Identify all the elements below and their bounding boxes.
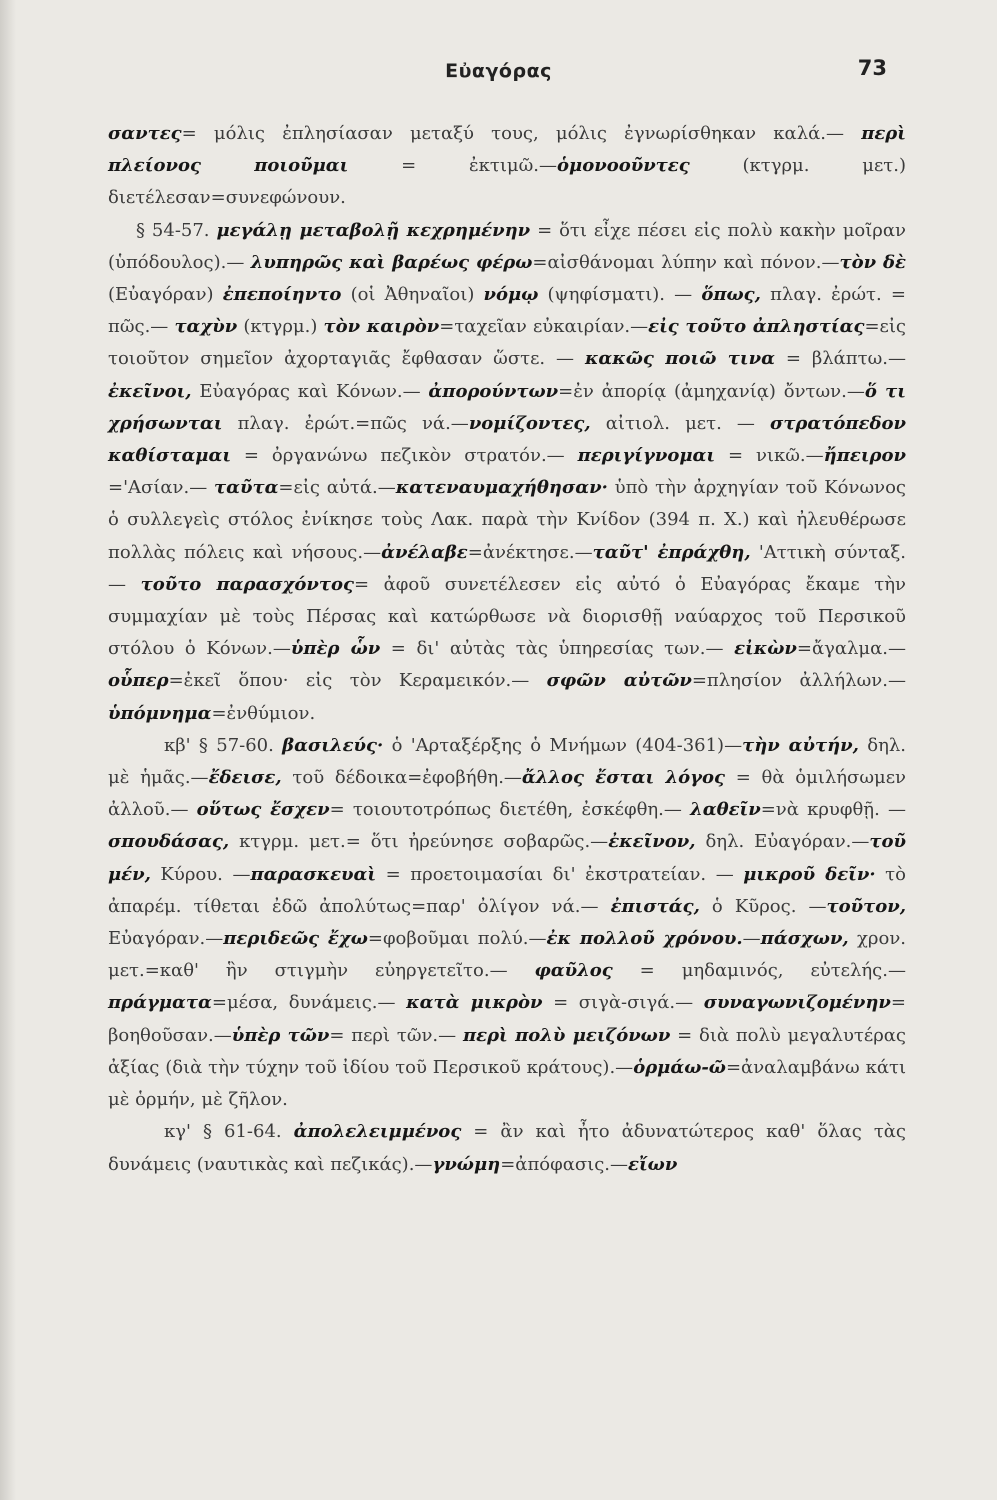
running-head [0,56,997,92]
running-title: Εὐαγόρας [445,60,552,82]
paragraph-4: κγ' § 61-64. ἀπολελειμμένος = ἂν καὶ ἦτο ἀδυνατώτερος καθ' ὅλας τὰς δυνάμεις (ναυτικὰς καὶ πεζικάς).—γνώμη=ἀπόφασις.—εἴων [108,1121,907,1175]
paragraph-1: σαντες= μόλις ἐπλησίασαν μεταξύ τους, μόλις ἐγνωρίσθηκαν καλά.— περὶ πλείονος ποιοῦμαι = ἐκτιμῶ.—ὁμονοοῦντες (κτγρμ. μετ.) διετέλεσαν=συνεφώνουν. [108,123,906,209]
page-number: 73 [857,56,887,80]
page-spine-shadow [0,0,16,1500]
commentary-body [108,118,906,1181]
paragraph-3: κβ' § 57-60. βασιλεύς· ὁ 'Αρταξέρξης ὁ Μνήμων (404-361)—τὴν αὐτήν, δηλ. μὲ ἡμᾶς.—ἔδεισε, τοῦ δέδοικα=ἐφοβήθη.—ἄλλος ἔσται λόγος = θὰ ὁμιλήσωμεν ἀλλοῦ.— οὕτως ἔσχεν= τοιουτοτρόπως διετέθη, ἐσκέφθη.— λαθεῖν=νὰ κρυφθῇ. — σπουδάσας, κτγρμ. μετ.= ὅτι ἠρεύνησε σοβαρῶς.—ἐκεῖνον, δηλ. Εὐαγόραν.—τοῦ μέν, Κύρου. —παρασκευαὶ = προετοιμασίαι δι' ἐκστρατείαν. — μικροῦ δεῖν· τὸ ἀπαρέμ. τίθεται ἐδῶ ἀπολύτως=παρ' ὀλίγον νά.— ἐπιστάς, ὁ Κῦρος. —τοῦτον, Εὐαγόραν.—περιδεῶς ἔχω=φοβοῦμαι πολύ.—ἐκ πολλοῦ χρόνου.—πάσχων, χρον. μετ.=καθ' ἣν στιγμὴν εὐηργετεῖτο.— φαῦλος = μηδαμινός, εὐτελής.— πράγματα=μέσα, δυνάμεις.— κατὰ μικρὸν = σιγὰ-σιγά.— συναγωνιζομένην= βοηθοῦσαν.—ὑπὲρ τῶν= περὶ τῶν.— περὶ πολὺ μειζόνων = διὰ πολὺ μεγαλυτέρας ἀξίας (διὰ τὴν τύχην τοῦ ἰδίου τοῦ Περσικοῦ κράτους).—ὁρμάω-ῶ=ἀναλαμβάνω κάτι μὲ ὁρμήν, μὲ ζῆλον. [108,734,907,1111]
paragraph-2: § 54-57. μεγάλῃ μεταβολῇ κεχρημένην = ὅτι εἶχε πέσει εἰς πολὺ κακὴν μοῖραν (ὑπόδουλος).— λυπηρῶς καὶ βαρέως φέρω=αἰσθάνομαι λύπην καὶ πόνον.—τὸν δὲ (Εὐαγόραν) ἐπεποίηντο (οἱ Ἀθηναῖοι) νόμῳ (ψηφίσματι). — ὅπως, πλαγ. ἐρώτ. = πῶς.— ταχὺν (κτγρμ.) τὸν καιρὸν=ταχεῖαν εὐκαιρίαν.—εἰς τοῦτο ἀπληστίας=εἰς τοιοῦτον σημεῖον ἀχορταγιᾶς ἔφθασαν ὥστε. — κακῶς ποιῶ τινα = βλάπτω.—ἐκεῖνοι, Εὐαγόρας καὶ Κόνων.— ἀπορούντων=ἐν ἀπορίᾳ (ἀμηχανίᾳ) ὄντων.—ὅ τι χρήσωνται πλαγ. ἐρώτ.=πῶς νά.—νομίζοντες, αἰτιολ. μετ. — στρατόπεδον καθίσταμαι = ὀργανώνω πεζικὸν στρατόν.— περιγίγνομαι = νικῶ.—ἤπειρον ='Ασίαν.— ταῦτα=εἰς αὐτά.—κατεναυμαχήθησαν· ὑπὸ τὴν ἀρχηγίαν τοῦ Κόνωνος ὁ συλλεγεὶς στόλος ἐνίκησε τοὺς Λακ. παρὰ τὴν Κνίδον (394 π. Χ.) καὶ ἠλευθέρωσε πολλὰς πόλεις καὶ νήσους.—ἀνέλαβε=ἀνέκτησε.—ταῦτ' ἐπράχθη, 'Αττικὴ σύνταξ. — τοῦτο παρασχόντος= ἀφοῦ συνετέλεσεν εἰς αὐτό ὁ Εὐαγόρας ἔκαμε τὴν συμμαχίαν μὲ τοὺς Πέρσας καὶ κατώρθωσε νὰ διορισθῇ ναύαρχος τοῦ Περσικοῦ στόλου ὁ Κόνων.—ὑπὲρ ὧν = δι' αὐτὰς τὰς ὑπηρεσίας των.— εἰκὼν=ἄγαλμα.—οὗπερ=ἐκεῖ ὅπου· εἰς τὸν Κεραμεικόν.— σφῶν αὐτῶν=πλησίον ἀλλήλων.— ὑπόμνημα=ἐνθύμιον. [108,219,906,724]
